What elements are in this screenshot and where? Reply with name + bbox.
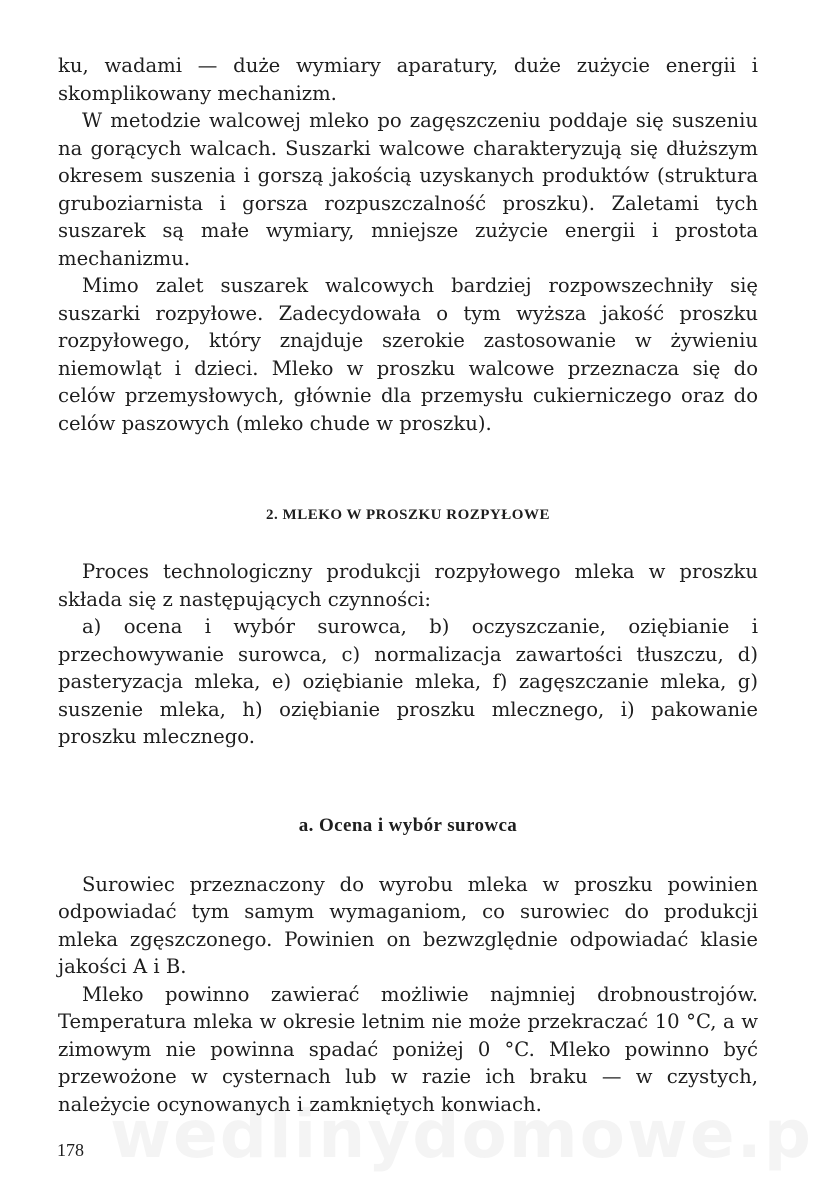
page-number: 178	[57, 1140, 84, 1160]
page-body	[58, 52, 758, 1118]
subsection-heading: a. Ocena i wybór surowca	[298, 814, 518, 836]
paragraph-temperature: Mleko powinno zawierać możliwie najmniej drobnoustrojów. Temperatura mleka w okresie letnim nie może przekraczać 10 °C, a w zimowym nie powinna spadać poniżej 0 °C. Mleko powinno być przewożone w cysternach lub w razie ich braku — w czystych, należycie ocynowanych i zamkniętych konwiach.	[58, 982, 758, 1116]
paragraph-spray-advantages: Mimo zalet suszarek walcowych bardziej rozpowszechniły się suszarki rozpyłowe. Zadecydowała o tym wyższa jakość proszku rozpyłowego, który znajduje szerokie zastosowanie w żywieniu niemowląt i dzieci. Mleko w proszku walcowe przeznacza się do celów przemysłowych, głównie dla przemysłu cukierniczego oraz do celów paszowych (mleko chude w proszku).	[58, 274, 758, 435]
watermark	[110, 1096, 816, 1173]
paragraph-process-intro: Proces technologiczny produkcji rozpyłowego mleka w proszku składa się z następujących czynności:	[58, 560, 758, 611]
paragraph-drum-method: W metodzie walcowej mleko po zagęszczeniu poddaje się suszeniu na gorących walcach. Suszarki walcowe charakteryzują się dłuższym okresem suszenia i gorszą jakością uzyskanych produktów (struktura gruboziarnista i gorsza rozpuszczalność proszku). Zaletami tych suszarek są małe wymiary, mniejsze zużycie energii i prostota mechanizmu.	[58, 109, 758, 270]
paragraph-continuation: ku, wadami — duże wymiary aparatury, duże zużycie energii i skomplikowany mechanizm.	[58, 54, 758, 105]
paragraph-raw-material: Surowiec przeznaczony do wyrobu mleka w proszku powinien odpowiadać tym samym wymaganiom, co surowiec do produkcji mleka zgęszczonego. Powinien on bezwzględnie odpowiadać klasie jakości A i B.	[58, 872, 758, 978]
paragraph-process-steps: a) ocena i wybór surowca, b) oczyszczanie, oziębianie i przechowywanie surowca, c) normalizacja zawartości tłuszczu, d) pasteryzacja mleka, e) oziębianie mleka, f) zagęszczanie mleka, g) suszenie mleka, h) oziębianie proszku mlecznego, i) pakowanie proszku mlecznego.	[58, 615, 758, 748]
section-heading: 2. MLEKO W PROSZKU ROZPYŁOWE	[266, 507, 550, 523]
